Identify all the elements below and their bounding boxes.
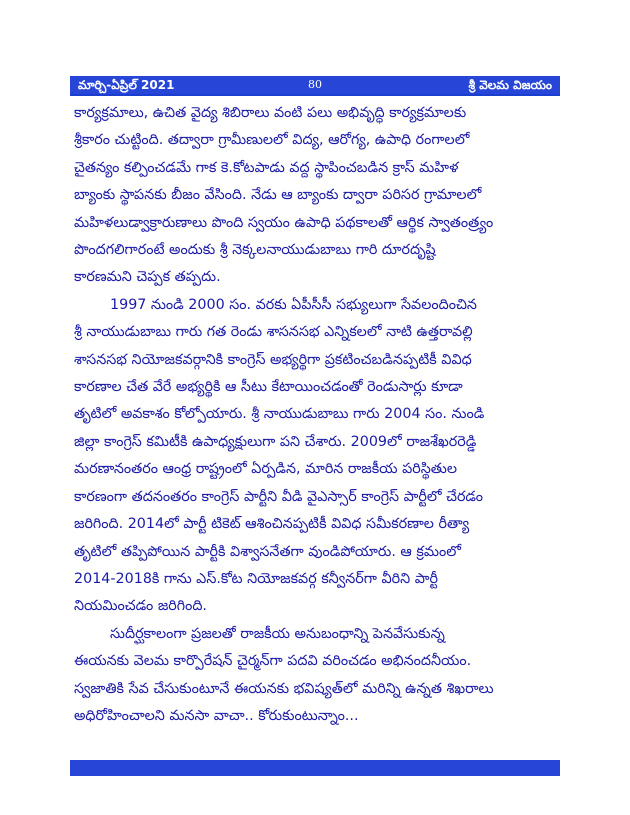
article-body (74, 100, 558, 755)
paragraph-3 (74, 621, 558, 731)
paragraph-2 (74, 292, 558, 621)
issue-date: మార్చి-ఏప్రిల్ 2021 (78, 78, 175, 92)
text-line: కారణంగా తదనంతరం కాంగ్రెస్ పార్టీని వీడి వైఎస్సార్ కాంగ్రెస్ పార్టీలో చేరడం (74, 488, 484, 505)
magazine-title: శ్రీ వెలమ విజయం (468, 78, 552, 92)
text-line: శాసనసభ నియోజకవర్గానికి కాంగ్రెస్ అభ్యర్థిగా ప్రకటించబడినప్పటికీ వివిధ (74, 351, 472, 368)
text-line: తృటిలో తప్పిపోయిన పార్టీకి విశ్వాసనేతగా వుండిపోయారు. ఆ క్రమంలో (74, 543, 461, 560)
paragraph-1 (74, 100, 558, 292)
text-line: శ్రీకారం చుట్టింది. తద్వారా గ్రామీణులలో విద్య, ఆరోగ్య, ఉపాధి రంగాలలో (74, 132, 470, 149)
text-line: స్వజాతికి సేవ చేసుకుంటూనే ఈయనకు భవిష్యత్‌లో మరిన్ని ఉన్నత శిఖరాలు (74, 680, 494, 697)
text-line: ఈయనకు వెలమ కార్పొరేషన్ చైర్మన్‌గా పదవి వరించడం అభినందనీయం. (74, 653, 472, 670)
text-line: శ్రీ నాయుడుబాబు గారు గత రెండు శాసనసభ ఎన్నికలలో నాటి ఉత్తరావల్లి (74, 324, 473, 341)
text-line: 1997 నుండి 2000 సం. వరకు ఏపీసీసీ సభ్యులుగా సేవలందించిన (110, 296, 477, 313)
text-line: బ్యాంకు స్థాపనకు బీజం వేసింది. నేడు ఆ బ్యాంకు ద్వారా పరిసర గ్రామాలలో (74, 187, 482, 204)
text-line: కార్యక్రమాలు, ఉచిత వైద్య శిబిరాలు వంటి పలు అభివృద్ధి కార్యక్రమాలకు (74, 105, 467, 121)
text-line: చైతన్యం కల్పించడమే గాక కె.కోటపాడు వద్ద స్థాపించబడిన క్రాస్ మహిళ (74, 159, 459, 176)
page-number: 80 (308, 78, 322, 91)
text-line: మరణానంతరం ఆంధ్ర రాష్ట్రంలో ఏర్పడిన, మారిన రాజకీయ పరిస్థితుల (74, 461, 457, 478)
text-line: మహిళలుడ్వాక్రారుణాలు పొంది స్వయం ఉపాధి పథకాలతో ఆర్థిక స్వాతంత్ర్యం (74, 214, 494, 231)
text-line: తృటిలో అవకాశం కోల్పోయారు. శ్రీ నాయుడుబాబు గారు 2004 సం. నుండి (74, 406, 485, 423)
text-line: కారణాల చేత వేరే అభ్యర్థికి ఆ సీటు కేటాయించడంతో రెండుసార్లు కూడా (74, 379, 463, 396)
text-line: జరిగింది. 2014లో పార్టీ టికెట్ ఆశించినప్పటికీ వివిధ సమీకరణాల రీత్యా (74, 516, 470, 533)
text-line: కారణమని చెప్పక తప్పదు. (74, 269, 221, 286)
text-line: జిల్లా కాంగ్రెస్ కమిటీకి ఉపాధ్యక్షులుగా పని చేశారు. 2009లో రాజశేఖరరెడ్డి (74, 433, 477, 450)
page-footer-band (70, 760, 560, 776)
page-header (70, 76, 560, 96)
text-line: అధిరోహించాలని మనసా వాచా.. కోరుకుంటున్నాం... (74, 707, 359, 724)
text-line: సుదీర్ఘకాలంగా ప్రజలతో రాజకీయ అనుబంధాన్ని పెనవేసుకున్న (110, 625, 445, 642)
text-line: నియమించడం జరిగింది. (74, 598, 207, 615)
text-line: పొందగలిగారంటే అందుకు శ్రీ నెక్కలనాయుడుబాబు గారి దూరదృష్టి (74, 242, 436, 259)
text-line: 2014-2018కి గాను ఎస్.కోట నియోజకవర్గ కన్వీనర్‌గా వీరిని పార్టీ (74, 570, 438, 587)
